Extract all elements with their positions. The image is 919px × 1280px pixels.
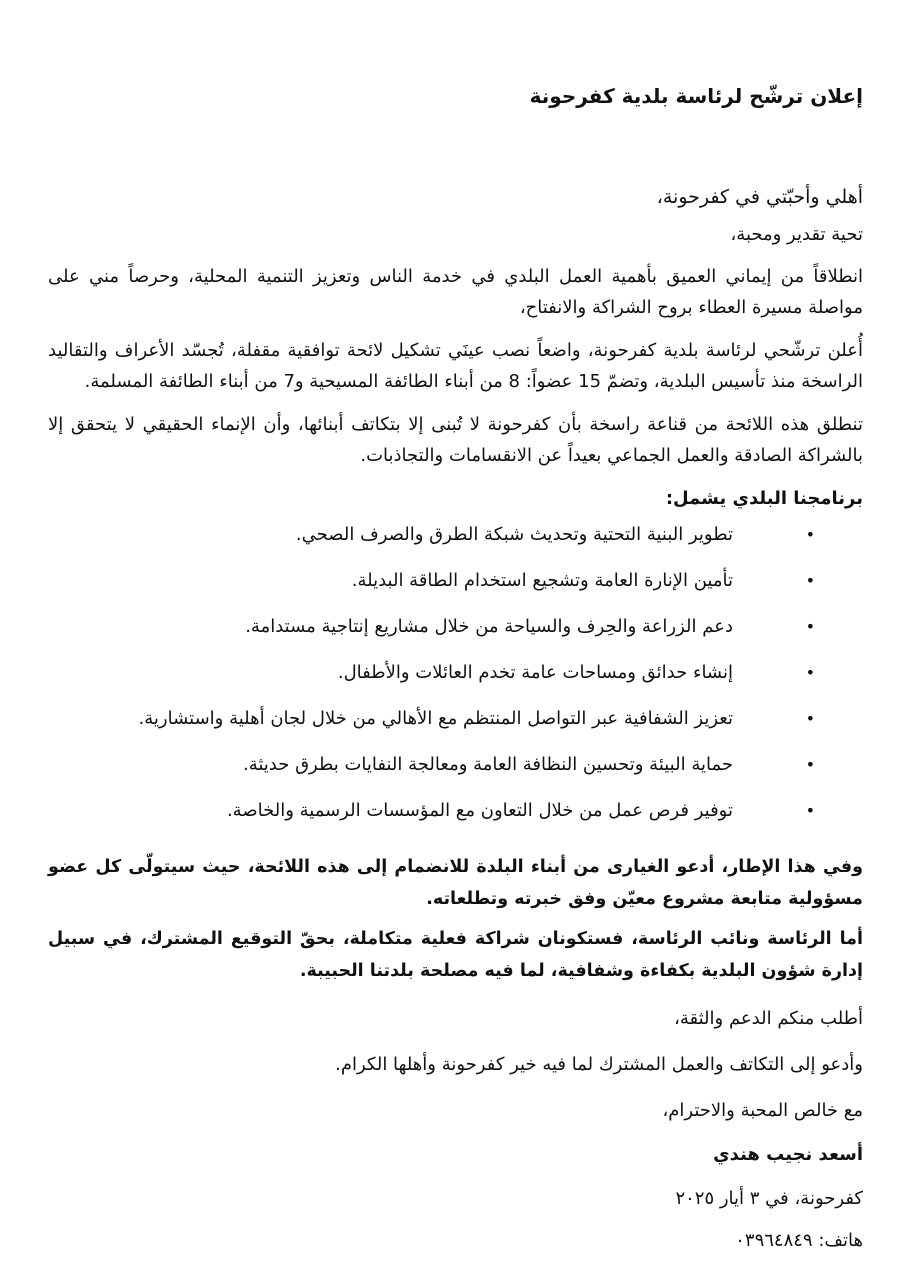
invitation-paragraph: وفي هذا الإطار، أدعو الغيارى من أبناء البلدة للانضمام إلى هذه اللائحة، حيث سيتولّى كل عضو مسؤولية متابعة مشروع معيّن وفق خبرته وتطلعاته. [48,857,863,909]
program-item-text: حماية البيئة وتحسين النظافة العامة ومعالجة النفايات بطرق حديثة. [242,754,733,775]
program-item-text: توفير فرص عمل من خلال التعاون مع المؤسسات الرسمية والخاصة. [226,800,733,821]
list-item [48,567,863,613]
intro-paragraph: انطلاقاً من إيماني العميق بأهمية العمل البلدي في خدمة الناس وتعزيز التنمية المحلية، وحرصاً مني على مواصلة مسيرة العطاء بروح الشراكة والانفتاح، [48,266,863,318]
bullet-icon: • [805,571,815,590]
bullet-icon: • [805,801,815,820]
phone-number: ٠٣٩٦٤٨٤٩ [735,1230,813,1251]
date-line: كفرحونة، في ٣ أيار ٢٠٢٥ [675,1188,863,1209]
program-item-text: تأمين الإنارة العامة وتشجيع استخدام الطاقة البديلة. [351,570,733,591]
program-heading: برنامجنا البلدي يشمل: [665,488,863,509]
program-item-text: تعزيز الشفافية عبر التواصل المنتظم مع الأهالي من خلال لجان أهلية واستشارية. [138,708,733,729]
list-item [48,797,863,843]
phone-label: هاتف: [818,1230,863,1251]
list-vision-paragraph: تنطلق هذه اللائحة من قناعة راسخة بأن كفرحونة لا تُبنى إلا بتكاتف أبنائها، وأن الإنماء الحقيقي لا يتحقق إلا بالشراكة الصادقة والعمل الجماعي بعيداً عن الانقسامات والتجاذبات. [48,414,863,466]
program-item-text: إنشاء حدائق ومساحات عامة تخدم العائلات والأطفال. [337,662,733,683]
list-item [48,659,863,705]
signature-name: أسعد نجيب هندي [713,1144,863,1165]
salutation-line: تحية تقدير ومحبة، [730,224,863,245]
list-item [48,705,863,751]
list-item [48,751,863,797]
bullet-icon: • [805,663,815,682]
program-item-text: تطوير البنية التحتية وتحديث شبكة الطرق والصرف الصحي. [295,524,733,545]
bullet-icon: • [805,525,815,544]
page-title: إعلان ترشّح لرئاسة بلدية كفرحونة [529,84,863,108]
solidarity-line: وأدعو إلى التكاتف والعمل المشترك لما فيه خير كفرحونة وأهلها الكرام. [335,1054,863,1075]
greeting-line: أهلي وأحبّتي في كفرحونة، [656,186,863,208]
bullet-icon: • [805,709,815,728]
presidency-paragraph: أما الرئاسة ونائب الرئاسة، فستكونان شراكة فعلية متكاملة، بحقّ التوقيع المشترك، في سبيل إدارة شؤون البلدية بكفاءة وشفافية، لما فيه مصلحة بلدتنا الحبيبة. [48,929,863,981]
program-item-text: دعم الزراعة والحِرف والسياحة من خلال مشاريع إنتاجية مستدامة. [245,616,733,637]
closing-line: مع خالص المحبة والاحترام، [662,1100,863,1121]
bullet-icon: • [805,755,815,774]
support-request-line: أطلب منكم الدعم والثقة، [674,1008,863,1029]
list-item [48,613,863,659]
phone-line [48,1227,863,1255]
candidacy-paragraph: أُعلن ترشّحي لرئاسة بلدية كفرحونة، واضعاً نصب عينَي تشكيل لائحة توافقية مقفلة، تُجسّد الأعراف والتقاليد الراسخة منذ تأسيس البلدية، وتضمّ 15 عضواً: 8 من أبناء الطائفة المسيحية و7 من أبناء الطائفة المسلمة. [48,340,863,392]
list-item [48,521,863,567]
program-list [48,521,863,843]
bullet-icon: • [805,617,815,636]
